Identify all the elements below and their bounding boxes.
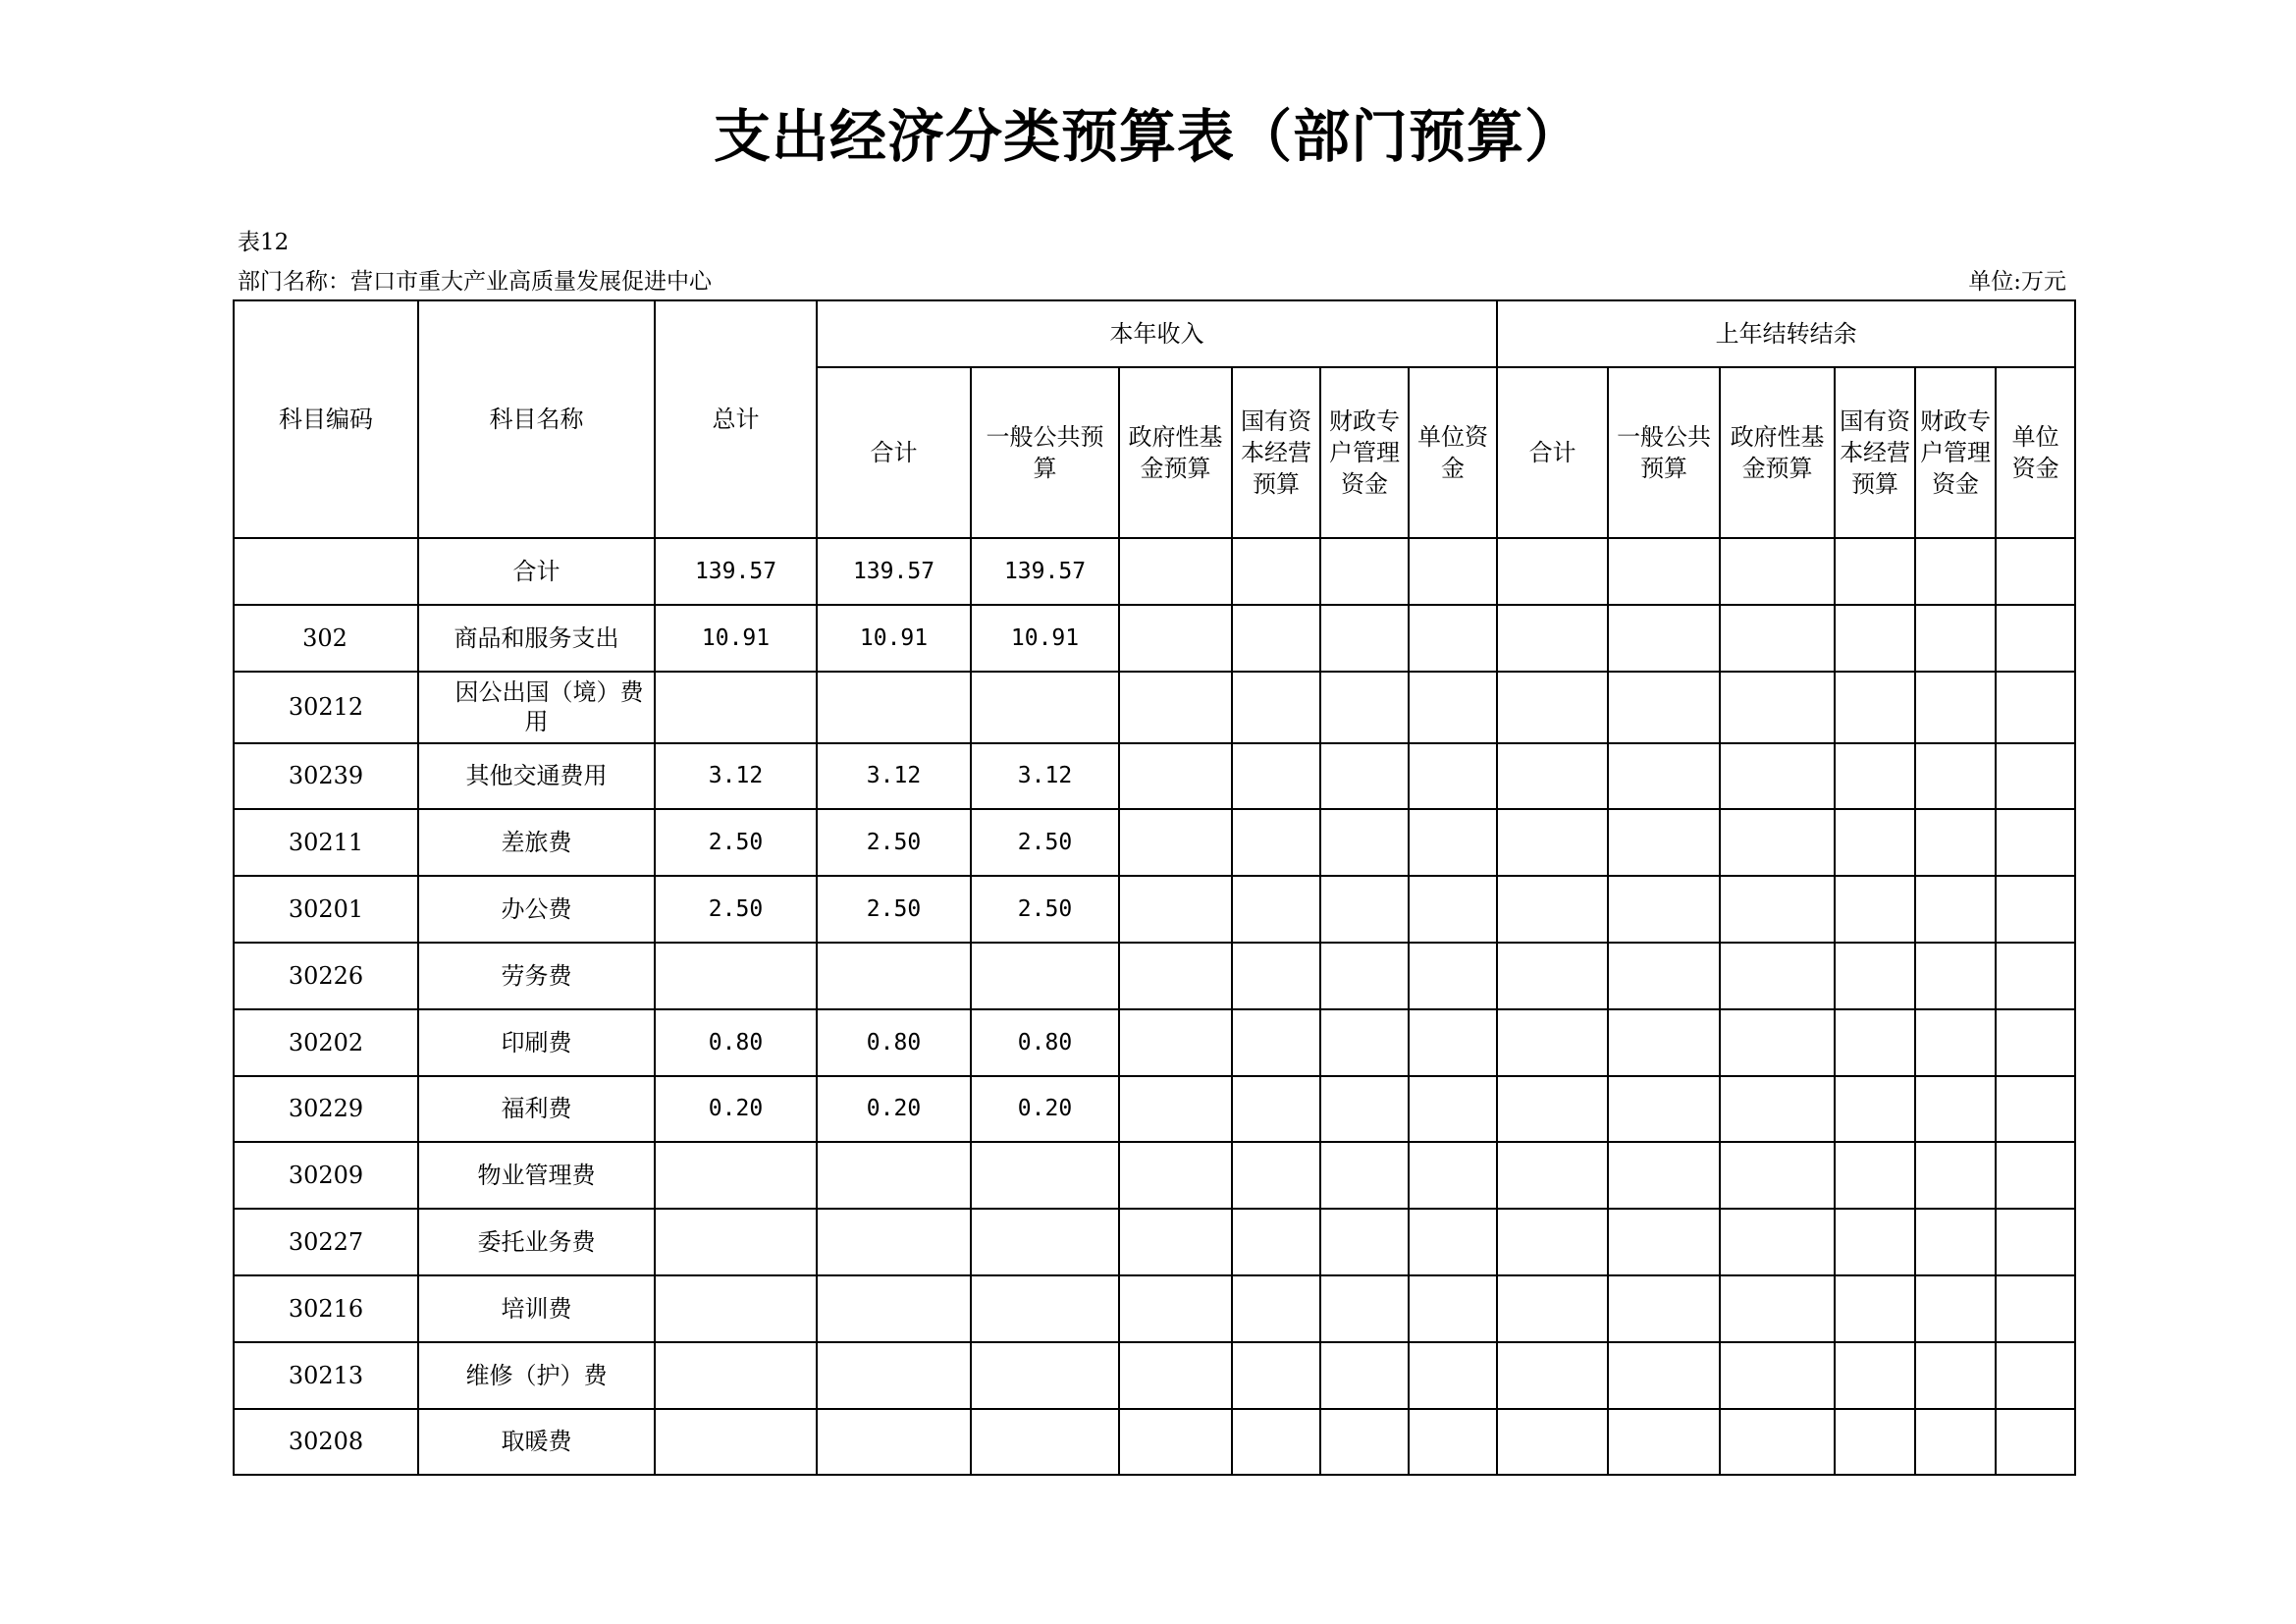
cell-cy-general: 3.12 — [971, 743, 1119, 810]
cell-empty — [1119, 672, 1232, 743]
cell-empty — [1119, 1275, 1232, 1342]
table-row — [234, 1342, 2075, 1409]
header-code: 科目编码 — [234, 300, 418, 538]
cell-total: 0.80 — [655, 1009, 817, 1076]
cell-empty — [1720, 1409, 1835, 1476]
cell-empty — [1608, 1142, 1720, 1209]
cell-name: 培训费 — [418, 1275, 655, 1342]
cell-empty — [1720, 876, 1835, 943]
cell-code: 302 — [234, 605, 418, 672]
cell-cy-total — [817, 672, 971, 743]
cell-empty — [1608, 809, 1720, 876]
cell-empty — [1232, 1209, 1320, 1275]
cell-empty — [1409, 1142, 1497, 1209]
table-row — [234, 538, 2075, 605]
cell-empty — [1835, 1342, 1915, 1409]
cell-cy-total — [817, 1142, 971, 1209]
cell-empty — [1320, 1076, 1409, 1143]
cell-empty — [1409, 876, 1497, 943]
cell-empty — [1119, 876, 1232, 943]
cell-empty — [1232, 1275, 1320, 1342]
cell-empty — [1915, 876, 1996, 943]
cell-cy-general — [971, 672, 1119, 743]
table-row — [234, 1275, 2075, 1342]
cell-empty — [1915, 1009, 1996, 1076]
header-name: 科目名称 — [418, 300, 655, 538]
cell-cy-general — [971, 943, 1119, 1009]
cell-cy-total: 10.91 — [817, 605, 971, 672]
cell-empty — [1409, 809, 1497, 876]
header-cy-total: 合计 — [817, 367, 971, 538]
cell-empty — [1835, 743, 1915, 810]
cell-empty — [1320, 809, 1409, 876]
cell-empty — [1409, 1009, 1497, 1076]
cell-empty — [1608, 1342, 1720, 1409]
cell-empty — [1915, 1275, 1996, 1342]
table-row — [234, 809, 2075, 876]
cell-cy-general: 2.50 — [971, 809, 1119, 876]
table-row — [234, 943, 2075, 1009]
cell-code: 30239 — [234, 743, 418, 810]
unit-label: 单位:万元 — [1968, 269, 2066, 295]
cell-empty — [1497, 538, 1608, 605]
header-prior-year: 上年结转结余 — [1497, 300, 2075, 367]
cell-total — [655, 1409, 817, 1476]
budget-table — [233, 299, 2076, 1476]
cell-empty — [1720, 605, 1835, 672]
cell-name: 委托业务费 — [418, 1209, 655, 1275]
cell-cy-general — [971, 1409, 1119, 1476]
cell-code: 30208 — [234, 1409, 418, 1476]
cell-total — [655, 1209, 817, 1275]
cell-total — [655, 1342, 817, 1409]
cell-empty — [1996, 1076, 2075, 1143]
cell-empty — [1119, 743, 1232, 810]
cell-cy-general: 0.80 — [971, 1009, 1119, 1076]
cell-empty — [1720, 672, 1835, 743]
cell-code: 30209 — [234, 1142, 418, 1209]
cell-cy-general — [971, 1209, 1119, 1275]
cell-empty — [1720, 1142, 1835, 1209]
cell-empty — [1232, 943, 1320, 1009]
cell-empty — [1320, 876, 1409, 943]
cell-empty — [1996, 943, 2075, 1009]
cell-total: 0.20 — [655, 1076, 817, 1143]
cell-empty — [1915, 672, 1996, 743]
cell-cy-total — [817, 1275, 971, 1342]
cell-empty — [1497, 876, 1608, 943]
cell-empty — [1497, 809, 1608, 876]
cell-cy-total: 3.12 — [817, 743, 971, 810]
cell-empty — [1996, 1409, 2075, 1476]
cell-empty — [1232, 1342, 1320, 1409]
cell-name: 印刷费 — [418, 1009, 655, 1076]
cell-empty — [1608, 943, 1720, 1009]
cell-cy-total: 0.20 — [817, 1076, 971, 1143]
table-row — [234, 1209, 2075, 1275]
cell-cy-total — [817, 1342, 971, 1409]
cell-empty — [1497, 943, 1608, 1009]
cell-code: 30213 — [234, 1342, 418, 1409]
cell-empty — [1996, 876, 2075, 943]
cell-cy-total — [817, 943, 971, 1009]
cell-total — [655, 1142, 817, 1209]
cell-cy-general — [971, 1275, 1119, 1342]
cell-empty — [1608, 1076, 1720, 1143]
cell-name: 维修（护）费 — [418, 1342, 655, 1409]
cell-empty — [1915, 1342, 1996, 1409]
cell-empty — [1320, 538, 1409, 605]
cell-empty — [1608, 672, 1720, 743]
cell-code — [234, 538, 418, 605]
cell-cy-general — [971, 1142, 1119, 1209]
header-total: 总计 — [655, 300, 817, 538]
cell-cy-total: 2.50 — [817, 876, 971, 943]
cell-cy-general: 2.50 — [971, 876, 1119, 943]
cell-empty — [1835, 672, 1915, 743]
cell-empty — [1119, 1209, 1232, 1275]
cell-empty — [1497, 1275, 1608, 1342]
cell-empty — [1835, 1409, 1915, 1476]
cell-code: 30229 — [234, 1076, 418, 1143]
table-row — [234, 605, 2075, 672]
cell-empty — [1996, 672, 2075, 743]
cell-empty — [1320, 1142, 1409, 1209]
cell-name: 办公费 — [418, 876, 655, 943]
cell-empty — [1608, 1009, 1720, 1076]
cell-empty — [1232, 876, 1320, 943]
cell-empty — [1497, 605, 1608, 672]
cell-code: 30227 — [234, 1209, 418, 1275]
cell-empty — [1915, 943, 1996, 1009]
cell-empty — [1996, 1342, 2075, 1409]
cell-empty — [1232, 1142, 1320, 1209]
cell-empty — [1320, 1209, 1409, 1275]
cell-empty — [1720, 1009, 1835, 1076]
cell-name: 差旅费 — [418, 809, 655, 876]
cell-name: 因公出国（境）费用 — [418, 672, 655, 743]
cell-empty — [1409, 1275, 1497, 1342]
cell-empty — [1720, 1209, 1835, 1275]
page-title: 支出经济分类预算表（部门预算） — [713, 103, 1582, 170]
table-row — [234, 1142, 2075, 1209]
cell-cy-general: 10.91 — [971, 605, 1119, 672]
cell-empty — [1835, 605, 1915, 672]
cell-empty — [1409, 943, 1497, 1009]
header-py-unit: 单位资金 — [1996, 367, 2075, 538]
cell-empty — [1996, 1142, 2075, 1209]
cell-empty — [1232, 1009, 1320, 1076]
header-py-fiscal-special: 财政专户管理资金 — [1915, 367, 1996, 538]
cell-empty — [1996, 1275, 2075, 1342]
cell-cy-total: 0.80 — [817, 1009, 971, 1076]
cell-empty — [1497, 743, 1608, 810]
cell-empty — [1915, 1209, 1996, 1275]
cell-cy-total: 139.57 — [817, 538, 971, 605]
cell-empty — [1320, 605, 1409, 672]
cell-code: 30212 — [234, 672, 418, 743]
cell-empty — [1835, 1275, 1915, 1342]
cell-code: 30201 — [234, 876, 418, 943]
cell-empty — [1119, 1076, 1232, 1143]
table-row — [234, 672, 2075, 743]
cell-empty — [1915, 1076, 1996, 1143]
cell-empty — [1835, 876, 1915, 943]
cell-empty — [1608, 605, 1720, 672]
cell-empty — [1320, 943, 1409, 1009]
cell-empty — [1996, 538, 2075, 605]
header-cy-state-capital: 国有资本经营预算 — [1232, 367, 1320, 538]
table-row — [234, 1009, 2075, 1076]
department-name: 部门名称：营口市重大产业高质量发展促进中心 — [238, 269, 712, 295]
cell-code: 30211 — [234, 809, 418, 876]
cell-cy-general: 139.57 — [971, 538, 1119, 605]
cell-empty — [1835, 538, 1915, 605]
cell-empty — [1320, 1009, 1409, 1076]
cell-empty — [1720, 1342, 1835, 1409]
cell-empty — [1232, 809, 1320, 876]
cell-total — [655, 672, 817, 743]
cell-empty — [1119, 1142, 1232, 1209]
header-cy-gov-fund: 政府性基金预算 — [1119, 367, 1232, 538]
cell-empty — [1608, 876, 1720, 943]
cell-empty — [1232, 672, 1320, 743]
table-row — [234, 1076, 2075, 1143]
cell-empty — [1996, 1009, 2075, 1076]
cell-empty — [1232, 1076, 1320, 1143]
cell-cy-general: 0.20 — [971, 1076, 1119, 1143]
cell-empty — [1835, 943, 1915, 1009]
cell-cy-total: 2.50 — [817, 809, 971, 876]
cell-empty — [1119, 809, 1232, 876]
cell-empty — [1915, 538, 1996, 605]
table-number: 表12 — [238, 230, 290, 255]
cell-empty — [1996, 743, 2075, 810]
cell-empty — [1915, 743, 1996, 810]
cell-empty — [1119, 1009, 1232, 1076]
table-row — [234, 743, 2075, 810]
cell-code: 30202 — [234, 1009, 418, 1076]
table-body — [234, 538, 2075, 1475]
cell-empty — [1497, 1409, 1608, 1476]
cell-empty — [1320, 1342, 1409, 1409]
cell-empty — [1996, 809, 2075, 876]
cell-empty — [1720, 538, 1835, 605]
header-py-state-capital: 国有资本经营预算 — [1835, 367, 1915, 538]
header-py-general: 一般公共预算 — [1608, 367, 1720, 538]
cell-empty — [1996, 605, 2075, 672]
cell-empty — [1409, 538, 1497, 605]
cell-empty — [1608, 1275, 1720, 1342]
cell-name: 合计 — [418, 538, 655, 605]
cell-empty — [1497, 1009, 1608, 1076]
cell-total: 139.57 — [655, 538, 817, 605]
cell-empty — [1409, 1209, 1497, 1275]
table-header — [234, 300, 2075, 538]
cell-empty — [1409, 1076, 1497, 1143]
cell-empty — [1835, 1209, 1915, 1275]
cell-empty — [1409, 672, 1497, 743]
table-row — [234, 876, 2075, 943]
cell-empty — [1119, 1342, 1232, 1409]
cell-empty — [1915, 605, 1996, 672]
cell-empty — [1320, 1275, 1409, 1342]
cell-empty — [1720, 743, 1835, 810]
cell-empty — [1915, 809, 1996, 876]
table-row — [234, 1409, 2075, 1476]
cell-empty — [1119, 605, 1232, 672]
cell-name: 福利费 — [418, 1076, 655, 1143]
cell-empty — [1119, 538, 1232, 605]
cell-empty — [1835, 809, 1915, 876]
header-py-gov-fund: 政府性基金预算 — [1720, 367, 1835, 538]
cell-total: 10.91 — [655, 605, 817, 672]
header-cy-general: 一般公共预算 — [971, 367, 1119, 538]
cell-empty — [1835, 1076, 1915, 1143]
cell-name: 劳务费 — [418, 943, 655, 1009]
cell-empty — [1915, 1409, 1996, 1476]
cell-total: 3.12 — [655, 743, 817, 810]
cell-empty — [1497, 1342, 1608, 1409]
cell-empty — [1835, 1142, 1915, 1209]
header-cy-fiscal-special: 财政专户管理资金 — [1320, 367, 1409, 538]
cell-empty — [1835, 1009, 1915, 1076]
cell-total: 2.50 — [655, 809, 817, 876]
cell-empty — [1720, 1275, 1835, 1342]
cell-empty — [1320, 1409, 1409, 1476]
cell-empty — [1232, 605, 1320, 672]
cell-empty — [1409, 1342, 1497, 1409]
cell-empty — [1119, 943, 1232, 1009]
cell-cy-general — [971, 1342, 1119, 1409]
cell-empty — [1608, 743, 1720, 810]
header-cy-unit: 单位资金 — [1409, 367, 1497, 538]
cell-empty — [1915, 1142, 1996, 1209]
cell-empty — [1497, 1209, 1608, 1275]
cell-name: 物业管理费 — [418, 1142, 655, 1209]
cell-empty — [1720, 1076, 1835, 1143]
cell-code: 30226 — [234, 943, 418, 1009]
cell-empty — [1409, 605, 1497, 672]
cell-empty — [1409, 743, 1497, 810]
cell-name: 取暖费 — [418, 1409, 655, 1476]
cell-name: 商品和服务支出 — [418, 605, 655, 672]
cell-name: 其他交通费用 — [418, 743, 655, 810]
cell-empty — [1232, 1409, 1320, 1476]
cell-empty — [1996, 1209, 2075, 1275]
cell-empty — [1720, 809, 1835, 876]
cell-total — [655, 943, 817, 1009]
cell-empty — [1497, 1142, 1608, 1209]
cell-cy-total — [817, 1209, 971, 1275]
cell-empty — [1119, 1409, 1232, 1476]
cell-empty — [1409, 1409, 1497, 1476]
cell-empty — [1608, 538, 1720, 605]
cell-empty — [1720, 943, 1835, 1009]
cell-cy-total — [817, 1409, 971, 1476]
cell-total — [655, 1275, 817, 1342]
cell-empty — [1608, 1409, 1720, 1476]
cell-code: 30216 — [234, 1275, 418, 1342]
cell-empty — [1497, 672, 1608, 743]
header-py-total: 合计 — [1497, 367, 1608, 538]
cell-total: 2.50 — [655, 876, 817, 943]
header-current-year: 本年收入 — [817, 300, 1497, 367]
cell-empty — [1320, 672, 1409, 743]
cell-empty — [1320, 743, 1409, 810]
cell-empty — [1232, 538, 1320, 605]
cell-empty — [1497, 1076, 1608, 1143]
cell-empty — [1608, 1209, 1720, 1275]
cell-empty — [1232, 743, 1320, 810]
